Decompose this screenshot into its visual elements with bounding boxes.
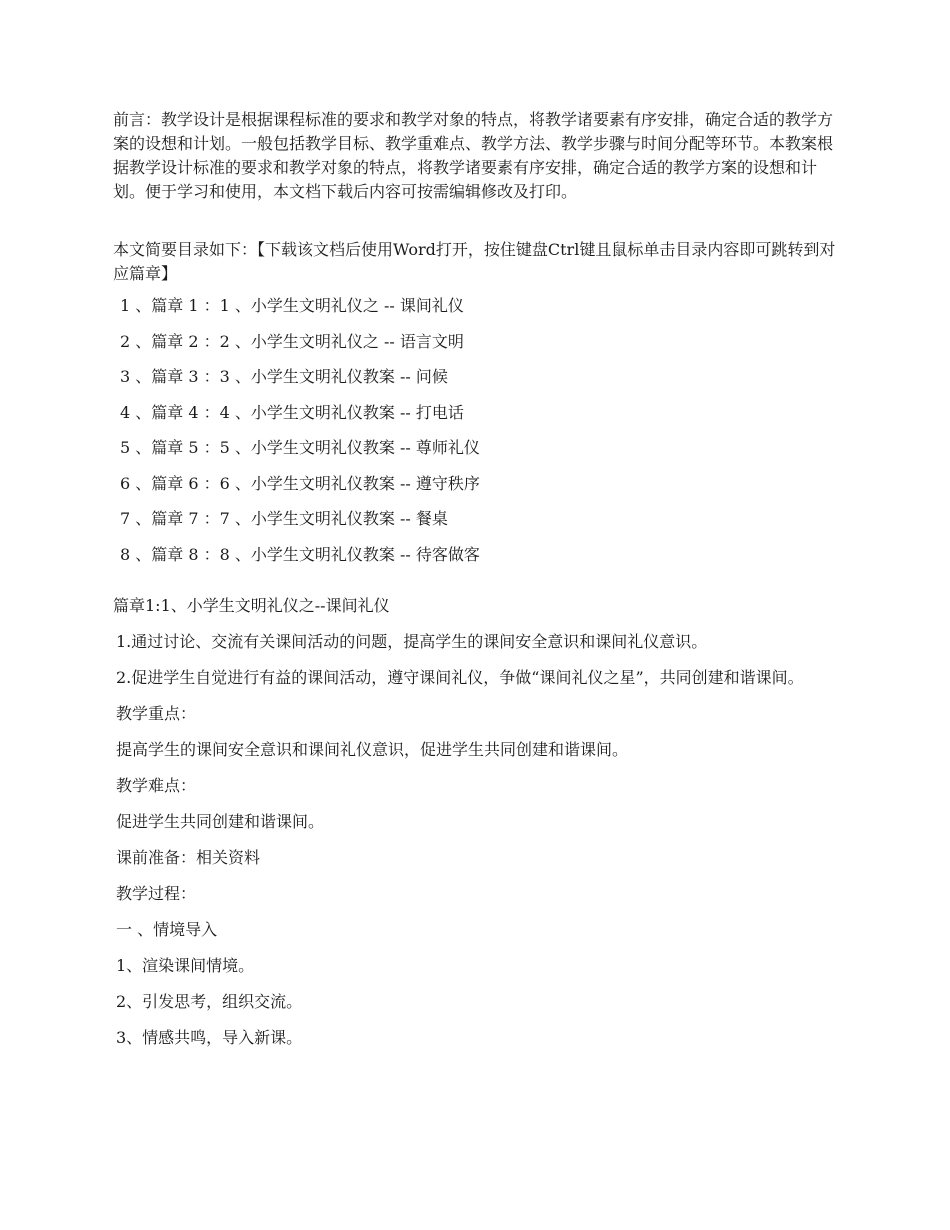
objective-1: 1.通过讨论、交流有关课间活动的问题，提高学生的课间安全意识和课间礼仪意识。 (116, 632, 708, 651)
chapter-1-title: 篇章1:1、小学生文明礼仪之--课间礼仪 (113, 596, 390, 615)
toc-link-chapter-3[interactable]: 3 、篇章 3 ：3 、小学生文明礼仪教案 -- 问候 (120, 367, 448, 386)
toc-link-chapter-6[interactable]: 6 、篇章 6 ：6 、小学生文明礼仪教案 -- 遵守秩序 (120, 473, 480, 493)
toc-link-chapter-4[interactable]: 4 、篇章 4 ：4 、小学生文明礼仪教案 -- 打电话 (120, 402, 464, 422)
process-heading: 教学过程： (116, 884, 197, 903)
key-point-text: 提高学生的课间安全意识和课间礼仪意识，促进学生共同创建和谐课间。 (116, 740, 629, 759)
toc-link-chapter-1[interactable]: 1 、篇章 1 ：1 、小学生文明礼仪之 -- 课间礼仪 (120, 296, 464, 315)
step-3: 3、情感共鸣，导入新课。 (116, 1028, 303, 1047)
preparation-line: 课前准备：相关资料 (116, 848, 261, 867)
toc-intro: 本文简要目录如下：【下载该文档后使用Word打开，按住键盘Ctrl键且鼠标单击目录内容即可跳转到对应篇章】 (113, 240, 836, 283)
step-1: 1、渲染课间情境。 (116, 956, 255, 975)
toc-link-chapter-8[interactable]: 8 、篇章 8 ：8 、小学生文明礼仪教案 -- 待客做客 (120, 544, 480, 564)
objective-2: 2.促进学生自觉进行有益的课间活动，遵守课间礼仪，争做“课间礼仪之星”，共同创建和谐课间。 (116, 668, 804, 687)
toc-link-chapter-7[interactable]: 7 、篇章 7 ：7 、小学生文明礼仪教案 -- 餐桌 (120, 509, 448, 528)
key-point-heading: 教学重点： (116, 704, 197, 723)
difficulty-text: 促进学生共同创建和谐课间。 (116, 812, 325, 831)
section-intro-heading: 一 、情境导入 (116, 920, 218, 939)
table-of-contents (120, 294, 841, 578)
preface-paragraph: 前言：教学设计是根据课程标准的要求和教学对象的特点，将教学诸要素有序安排，确定合适的教学方案的设想和计划。一般包括教学目标、教学重难点、教学方法、教学步骤与时间分配等环节。本教案根据教学设计标准的要求和教学对象的特点，将教学诸要素有序安排，确定合适的教学方案的设想和计划。便于学习和使用，本文档下载后内容可按需编辑修改及打印。 (113, 110, 834, 201)
toc-link-chapter-5[interactable]: 5 、篇章 5 ：5 、小学生文明礼仪教案 -- 尊师礼仪 (120, 438, 480, 457)
step-2: 2、引发思考，组织交流。 (116, 992, 303, 1011)
document-page (113, 108, 841, 1062)
toc-link-chapter-2[interactable]: 2 、篇章 2 ：2 、小学生文明礼仪之 -- 语言文明 (120, 331, 464, 351)
difficulty-heading: 教学难点： (116, 776, 197, 795)
